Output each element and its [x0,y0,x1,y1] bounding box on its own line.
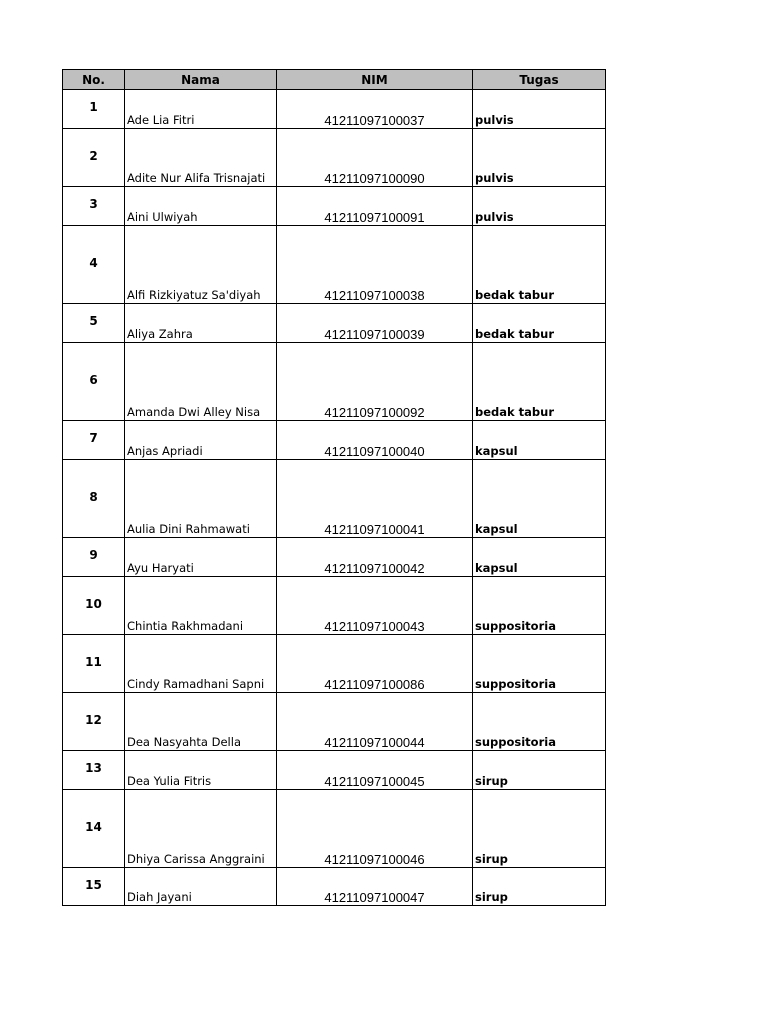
student-nim: 41211097100039 [277,304,473,343]
student-nim: 41211097100045 [277,751,473,790]
student-nim: 41211097100086 [277,635,473,693]
row-number: 3 [63,187,125,226]
table-row [63,751,606,790]
table-row [63,129,606,187]
table-row [63,343,606,421]
column-header-no: No. [63,70,125,90]
row-number: 6 [63,343,125,421]
student-name: Ayu Haryati [125,538,277,577]
table-row [63,693,606,751]
student-name: Ade Lia Fitri [125,90,277,129]
student-name: Aulia Dini Rahmawati [125,460,277,538]
row-number: 4 [63,226,125,304]
student-name: Alfi Rizkiyatuz Sa'diyah [125,226,277,304]
row-number: 5 [63,304,125,343]
row-number: 2 [63,129,125,187]
table-header-row [63,70,606,90]
student-task: pulvis [473,129,606,187]
student-name: Dea Yulia Fitris [125,751,277,790]
student-nim: 41211097100047 [277,868,473,906]
student-name: Amanda Dwi Alley Nisa [125,343,277,421]
student-nim: 41211097100042 [277,538,473,577]
student-task: pulvis [473,90,606,129]
table-row [63,460,606,538]
student-name: Diah Jayani [125,868,277,906]
student-name: Dea Nasyahta Della [125,693,277,751]
student-nim: 41211097100046 [277,790,473,868]
column-header-nim: NIM [277,70,473,90]
student-task: bedak tabur [473,343,606,421]
column-header-tugas: Tugas [473,70,606,90]
student-nim: 41211097100090 [277,129,473,187]
student-nim: 41211097100040 [277,421,473,460]
student-name: Anjas Apriadi [125,421,277,460]
student-nim: 41211097100041 [277,460,473,538]
student-nim: 41211097100091 [277,187,473,226]
table-row [63,187,606,226]
student-name: Cindy Ramadhani Sapni [125,635,277,693]
row-number: 7 [63,421,125,460]
row-number: 10 [63,577,125,635]
student-name: Aliya Zahra [125,304,277,343]
table-row [63,790,606,868]
student-task: kapsul [473,460,606,538]
row-number: 11 [63,635,125,693]
student-table [62,69,606,906]
student-task: sirup [473,790,606,868]
student-nim: 41211097100037 [277,90,473,129]
student-name: Chintia Rakhmadani [125,577,277,635]
table-row [63,577,606,635]
student-nim: 41211097100043 [277,577,473,635]
student-task: suppositoria [473,577,606,635]
student-name: Aini Ulwiyah [125,187,277,226]
student-task: suppositoria [473,693,606,751]
table-row [63,538,606,577]
row-number: 15 [63,868,125,906]
table-row [63,421,606,460]
student-task: sirup [473,751,606,790]
student-name: Adite Nur Alifa Trisnajati [125,129,277,187]
student-task: suppositoria [473,635,606,693]
student-task: sirup [473,868,606,906]
student-task: kapsul [473,421,606,460]
row-number: 13 [63,751,125,790]
row-number: 9 [63,538,125,577]
student-name: Dhiya Carissa Anggraini [125,790,277,868]
table-row [63,90,606,129]
column-header-nama: Nama [125,70,277,90]
student-nim: 41211097100044 [277,693,473,751]
student-task: bedak tabur [473,304,606,343]
student-task: bedak tabur [473,226,606,304]
table-row [63,226,606,304]
row-number: 1 [63,90,125,129]
table-row [63,304,606,343]
table-row [63,635,606,693]
student-nim: 41211097100092 [277,343,473,421]
student-nim: 41211097100038 [277,226,473,304]
row-number: 8 [63,460,125,538]
table-row [63,868,606,906]
student-task: pulvis [473,187,606,226]
row-number: 14 [63,790,125,868]
student-task: kapsul [473,538,606,577]
row-number: 12 [63,693,125,751]
